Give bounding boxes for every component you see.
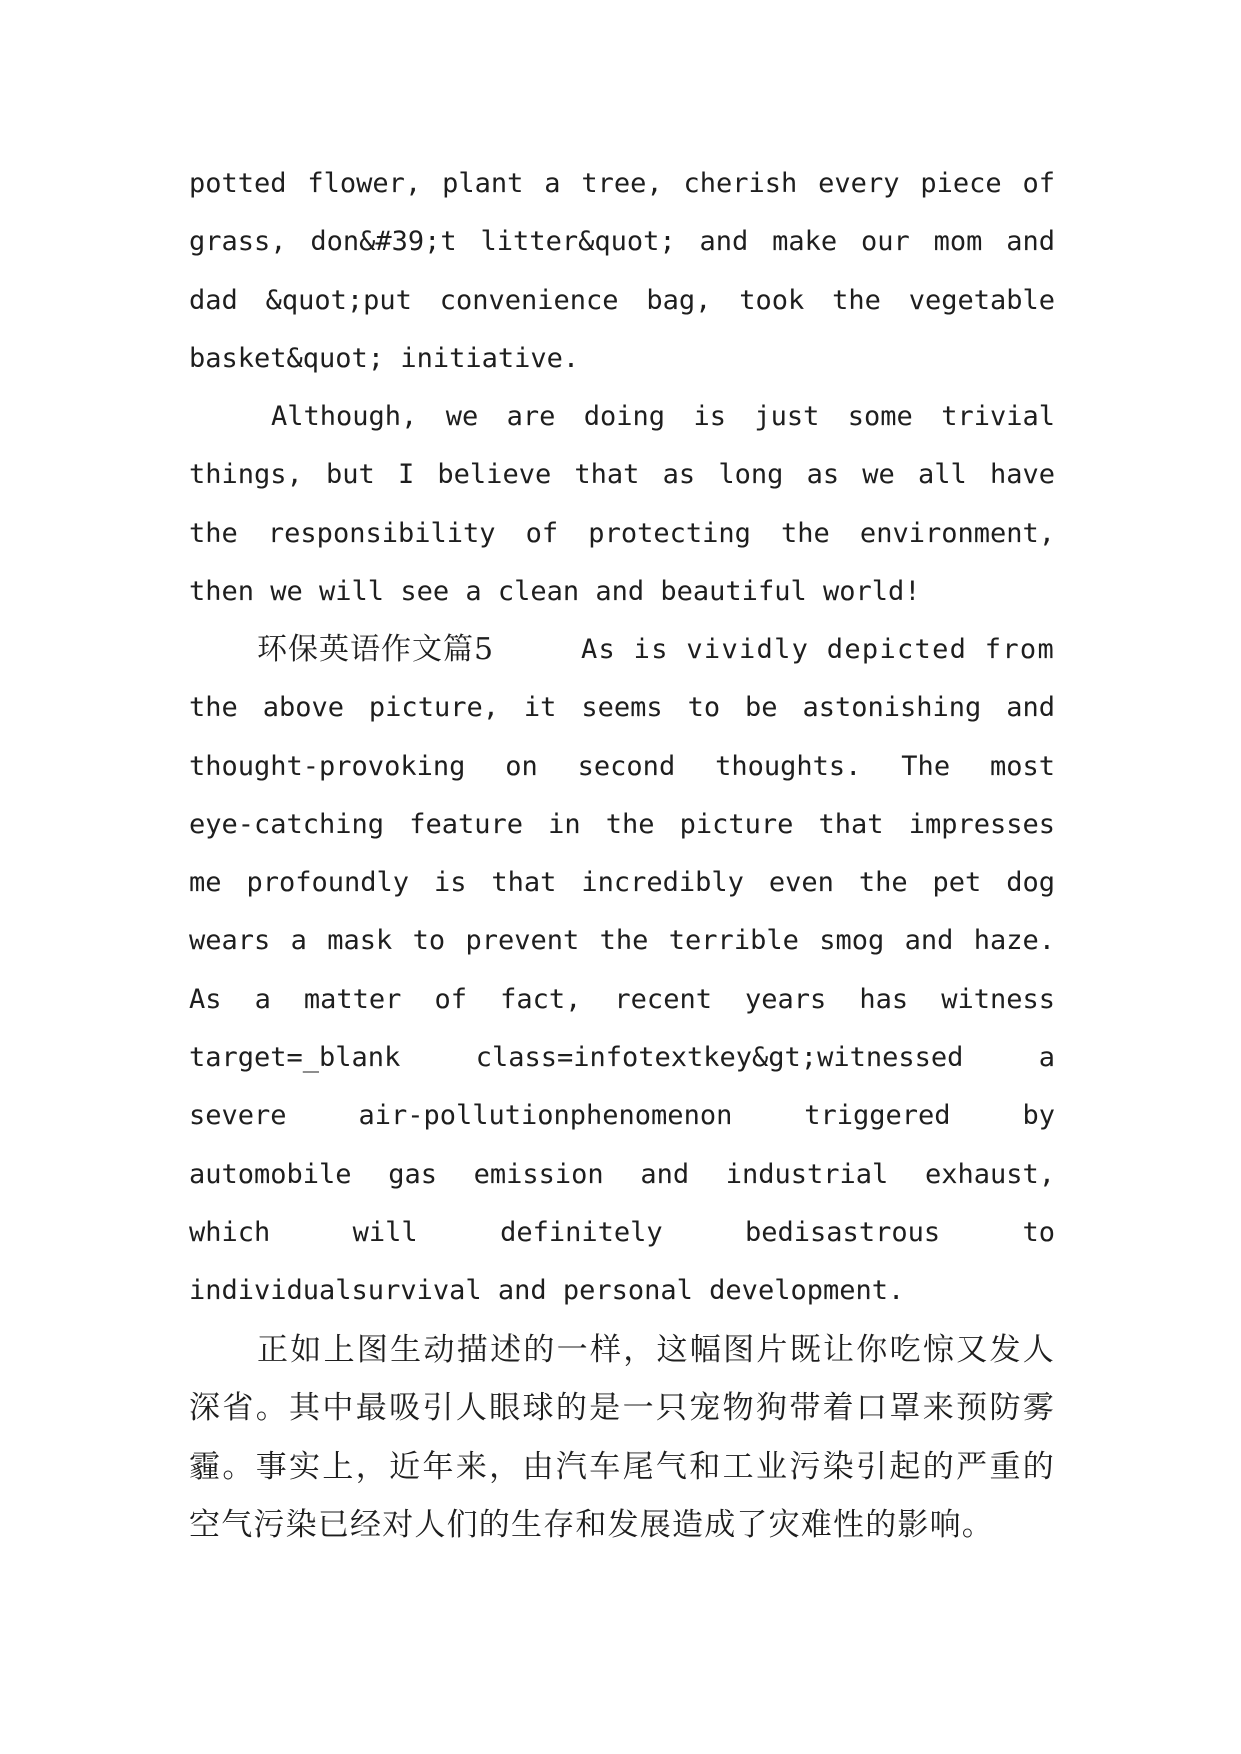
paragraph-1 bbox=[189, 155, 1055, 388]
section-heading: 环保英语作文篇5 bbox=[257, 632, 495, 667]
paragraph-line: wears a mask to prevent the terrible smog and haze. bbox=[189, 925, 1055, 957]
paragraph-line: individualsurvival and personal development. bbox=[189, 1275, 905, 1307]
paragraph-line: 正如上图生动描述的一样，这幅图片既让你吃惊又发人 bbox=[257, 1332, 1055, 1368]
paragraph-line: then we will see a clean and beautiful world! bbox=[189, 575, 921, 607]
paragraph-line: Although, we are doing is just some trivial bbox=[271, 401, 1055, 432]
paragraph-line: which will definitely bedisastrous to bbox=[189, 1216, 1055, 1248]
paragraph-line: potted flower, plant a tree, cherish every piece of bbox=[189, 168, 1055, 199]
paragraph-line: 深省。其中最吸引人眼球的是一只宠物狗带着口罩来预防雾 bbox=[189, 1390, 1055, 1427]
paragraph-line: the above picture, it seems to be astonishing and bbox=[189, 692, 1055, 724]
paragraph-2 bbox=[189, 388, 1055, 621]
paragraph-4 bbox=[189, 1321, 1055, 1554]
paragraph-3 bbox=[189, 621, 1055, 1321]
paragraph-line: automobile gas emission and industrial exhaust, bbox=[189, 1158, 1055, 1190]
paragraph-line: grass, don&#39;t litter&quot; and make our mom and bbox=[189, 226, 1055, 258]
paragraph-line: the responsibility of protecting the environment, bbox=[189, 517, 1055, 549]
heading-line-text: As is vividly depicted from bbox=[581, 634, 1055, 665]
paragraph-line: 空气污染已经对人们的生存和发展造成了灾难性的影响。 bbox=[189, 1506, 994, 1543]
paragraph-line: things, but I believe that as long as we all have bbox=[189, 459, 1055, 491]
paragraph-line: dad &quot;put convenience bag, took the vegetable bbox=[189, 284, 1055, 316]
paragraph-line: target=_blank class=infotextkey&gt;witnessed a bbox=[189, 1042, 1055, 1074]
paragraph-line: As a matter of fact, recent years has witness bbox=[189, 983, 1055, 1015]
paragraph-line: thought-provoking on second thoughts. The most bbox=[189, 750, 1055, 782]
paragraph-line: 霾。事实上，近年来，由汽车尾气和工业污染引起的严重的 bbox=[189, 1448, 1055, 1485]
paragraph-line: me profoundly is that incredibly even the pet dog bbox=[189, 867, 1055, 899]
paragraph-line: eye-catching feature in the picture that impresses bbox=[189, 808, 1055, 840]
paragraph-line: basket&quot; initiative. bbox=[189, 342, 580, 374]
paragraph-line: severe air-pollutionphenomenon triggered by bbox=[189, 1100, 1055, 1132]
heading-line bbox=[189, 621, 1055, 679]
